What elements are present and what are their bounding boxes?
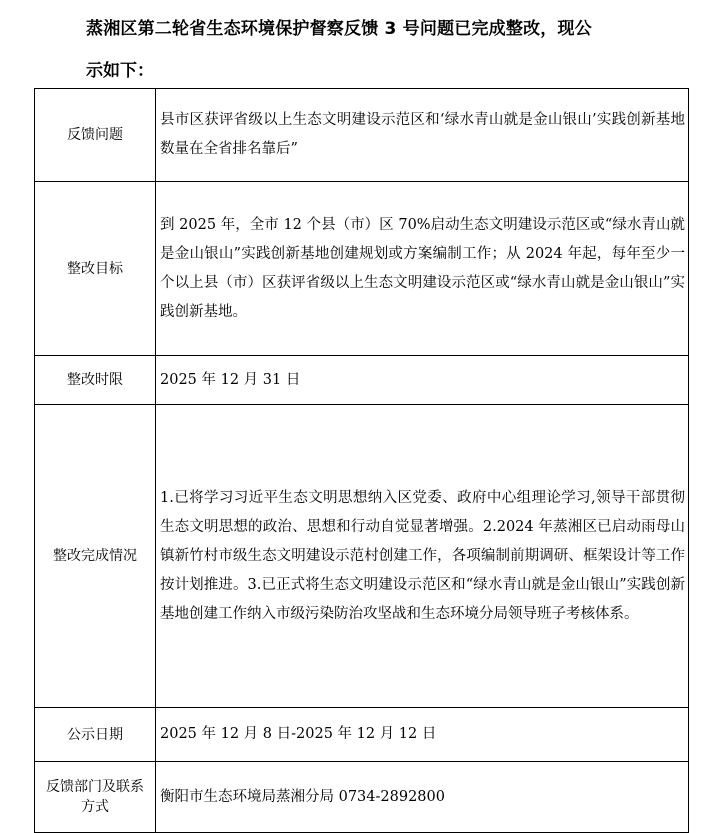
table-row-publication-date [35,708,689,762]
label-deadline: 整改时限 [35,356,156,405]
heading-line-1: 蒸湘区第二轮省生态环境保护督察反馈 3 号问题已完成整改，现公 [86,19,592,39]
value-deadline: 2025 年 12 月 31 日 [156,356,689,405]
label-feedback-issue: 反馈问题 [35,89,156,182]
table-row-feedback-issue [35,89,689,182]
table-row-contact [35,762,689,833]
label-contact: 反馈部门及联系方式 [35,762,156,833]
value-rectification-target: 到 2025 年，全市 12 个县（市）区 70%启动生态文明建设示范区或“绿水青山就是金山银山”实践创新基地创建规划或方案编制工作；从 2024 年起，每年至少一个以上县（市）区获评省级以上生态文明建设示范区或“绿水青山就是金山银山”实践创新基地。 [156,182,689,356]
heading-line-2: 示如下： [86,61,154,81]
value-contact: 衡阳市生态环境局蒸湘分局 0734-2892800 [156,762,689,833]
label-rectification-target: 整改目标 [35,182,156,356]
label-publication-date: 公示日期 [35,708,156,762]
value-feedback-issue: 县市区获评省级以上生态文明建设示范区和‘绿水青山就是金山银山’实践创新基地数量在全省排名靠后” [156,89,689,182]
table-row-completion-status [35,405,689,708]
label-completion-status: 整改完成情况 [35,405,156,708]
value-completion-status: 1.已将学习习近平生态文明思想纳入区党委、政府中心组理论学习,领导干部贯彻生态文明思想的政治、思想和行动自觉显著增强。2.2024 年蒸湘区已启动雨母山镇新竹村市级生态文明建设示范村创建工作，各项编制前期调研、框架设计等工作按计划推进。3.已正式将生态文明建设示范区和“绿水青山就是金山银山”实践创新基地创建工作纳入市级污染防治攻坚战和生态环境分局领导班子考核体系。 [156,405,689,708]
table-row-deadline [35,356,689,405]
table-row-rectification-target [35,182,689,356]
rectification-table [34,88,689,833]
value-publication-date: 2025 年 12 月 8 日-2025 年 12 月 12 日 [156,708,689,762]
